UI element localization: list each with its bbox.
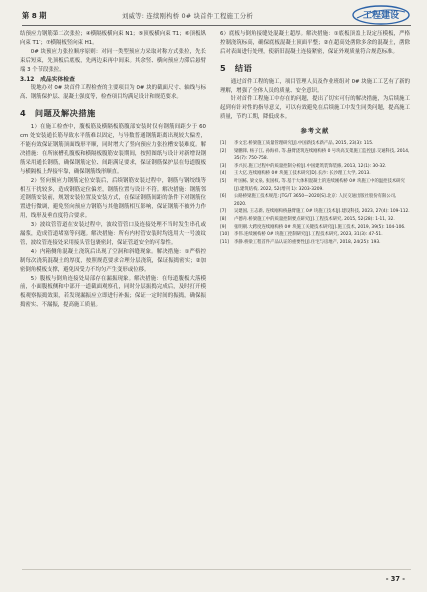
reference-item — [220, 239, 410, 247]
paragraph: 5）腹板与倒角连接处局部存在漏振现象。解决措施：在每道腹板大落模前，小面腹板侧和中部开一道截面观察孔，同时分层振捣完成后，及时打开模板观察振捣效果，若发现漏振应立即进行补振；保证一定时间的振捣，确保振捣密实、不漏振，提高施工质量。 — [20, 275, 206, 309]
reference-number: [10] — [220, 232, 229, 238]
reference-item — [220, 178, 410, 193]
paragraph: 0# 块预应力张拉顺序原则：对同一类型预应力采取对称方式张拉，先长束后短束，先顶板后底板，先两边束再中间束。其余竖、横向预应力滞后悬臂端 3 个节段张拉。 — [20, 48, 206, 73]
right-column — [220, 30, 410, 246]
reference-item — [220, 170, 410, 178]
reference-number: [6] — [220, 194, 227, 200]
reference-number: [11] — [220, 239, 229, 245]
reference-text: 李兴民.施工过程中的质量控制分析[J].中国建筑装饰装修, 2013, 12(1): 30-32. — [234, 163, 387, 169]
reference-number: [2] — [220, 148, 227, 154]
reference-number: [5] — [220, 179, 227, 185]
reference-number: [8] — [220, 217, 227, 222]
reference-item — [220, 163, 410, 171]
section-heading: 5 结语 — [220, 62, 253, 73]
paragraph: 结预应力钢筋第二次张拉；④横隔板横向束 N1；⑤顶板横向束 T1；⑥顶板纵向束 T1′；⑦横隔板竖向束 H1。 — [20, 31, 206, 46]
reference-text: 李文宏.桥梁施工质量管理研究[J].中国新技术新产品, 2015, 23(3): 115. — [234, 141, 374, 147]
left-column — [20, 30, 206, 310]
reference-text: 梁鹏锋, 杨子江, 孙海祥, 等.悬臂浇筑连续刚构桥 0 号块高支架施工监控[J].交通科技, 2014, 35(7): 750-758. — [234, 148, 410, 162]
reference-item — [220, 148, 410, 163]
issue-label: 第 8 期 — [22, 11, 47, 20]
paragraph: 6）底板与倒角接缝处混凝土超厚。解决措施：①底板顶盖上设定压模板，严格控制浇筑标高，确保底板混凝土顶面平整；②在超高处凿除多余的混凝土，凿除后对表面进行处理，使新旧混凝土连接紧密，保证外观质量符合规范标准。 — [220, 31, 410, 55]
page-number: - 37 - — [385, 575, 405, 583]
reference-text: 叶国栋, 梁文泉, 张国权, 等.基于大体积混凝土的连续刚构桥 0# 块施工中的温控技术研究[J].建筑结构, 2022, 52(增刊 1): 3203-3209. — [234, 179, 405, 192]
reference-item — [220, 224, 410, 232]
reference-text: 李静.桥梁工程首件产品认证的重要性[J].住宅与房地产, 2018, 24(25): 193. — [234, 239, 381, 245]
svg-text:工程建设: 工程建设 — [362, 11, 400, 21]
reference-item — [220, 216, 410, 224]
reference-number: [7] — [220, 209, 227, 215]
paragraph: 1）在施工检查中，腹板筋及横隔板筋腹部安装时仅有钢筋间距少于 60 cm 处安装通长筋导致水平筋难以固定，与导数普通钢筋距离出现较大偏差，不能有效保证钢筋顶面线形平顺，同时增大了竖向预应力张拉槽安装难度。解决措施：在所嵌槽孔腹板和横隔板腹筋安装期间，按照图纸与设计对新增设钢筋采用通长钢筋，确保钢筋定位、间距满足要求，保证钢筋保护层在每道腹板与横隔板上焊接牢靠，确保钢筋线形顺直。 — [20, 124, 206, 175]
running-title: 刘威等: 连续刚构桥 0# 块首件工程施工分析 — [122, 12, 253, 20]
reference-item — [220, 231, 410, 239]
journal-logo — [351, 4, 411, 26]
paragraph: 3）波纹管管道在安装过程中，波纹管管口及连接处理不当时发生串孔或漏浆，造成管道堵塞等问题。解决措施：所有内衬管安装时均选用大一号波纹管，波纹管连接处采用接头管包裹密封，保证管道安全的可靠性。 — [20, 222, 206, 246]
paragraph: 2）竖向预应力钢筋定位安装后，后续钢筋安装过程中，钢筋与钢绞线等相互干扰较多，造成钢筋定位偏差，钢筋位置与设计不符。解决措施：钢筋邻近钢筋安装前，规划安装位置及安装方式，在保证钢筋间距的条件下对钢筋位置进行微调，避免竖向预应力钢筋与其他钢筋相互影响，保证钢筋不被外力作用，线形及垂直度符合要求。 — [20, 177, 206, 220]
reference-number: [3] — [220, 163, 227, 169]
reference-number: [1] — [220, 141, 227, 147]
reference-text: 公路桥梁施工技术规范: JTG/T 3650—2020[S].北京: 人民交通出版社股份有限公司, 2020. — [234, 194, 397, 207]
reference-list — [220, 140, 410, 246]
footer-rule — [22, 569, 411, 570]
section-heading: 4 问题及解决措施 — [20, 108, 96, 119]
paragraph: 锐地办对 0# 块首件工程检查的主要项目为 0# 块的截面尺寸、轴线与标高、钢筋保护层、混凝土强度等，检查项目均满足设计和规范要求。 — [20, 85, 206, 101]
reference-item — [220, 140, 410, 148]
section-heading: 3.12 成品实体检查 — [20, 76, 75, 83]
paragraph: 4）内箱侧角混凝土浇筑后出现了空洞和斜缝现象。解决措施：①严格控制每次浇筑混凝土的厚度，按照规范要求合理分层浇筑，保证振捣密实；②加密倒角模板支撑，避免因受力不均匀产生变形或位移。 — [20, 248, 206, 273]
paragraph: 通过首件工程的施工，项目管理人员及作业班组对 0# 块施工工艺有了新的理解，增强了全体人员的质量、安全意识。 — [220, 78, 410, 94]
reference-item — [220, 193, 410, 208]
reference-text: 吴建国, 王志新, 连续刚构桥悬臂施工 0# 块施工技术[J].建设科技, 2023, 27(4): 109-112. — [234, 209, 410, 215]
reference-text: 张明朝.大跨度连续刚构桥 0# 块施工关键技术研究[J].施工技术, 2019, 39(5): 104-106. — [234, 224, 406, 230]
reference-text: 卢德舟.桥梁施工中的质量控制要点研究[J].工程技术研究, 2015, 52(28): 1-11, 32. — [234, 217, 395, 222]
paragraph: 针对首件工程施工中存在的问题，提出了切实可行的解决措施，为后续施工起到有针对性的指导意义，可以有效避免在后续施工中发生同类问题，提高施工质量，节约工期，降低成本。 — [220, 96, 410, 121]
references-title: 参考文献 — [300, 128, 330, 136]
reference-text: 李伟.连续刚构桥 0# 块施工控制研究[J].工程技术研究, 2023, 31(3): 47-51. — [234, 232, 383, 238]
reference-text: 王大亿.连续刚构桥 0# 块施工技术研究[D].长沙: 长沙理工大学, 2013. — [234, 171, 371, 177]
reference-item — [220, 208, 410, 216]
reference-number: [9] — [220, 224, 227, 230]
header-rule — [22, 25, 411, 26]
reference-number: [4] — [220, 171, 227, 177]
